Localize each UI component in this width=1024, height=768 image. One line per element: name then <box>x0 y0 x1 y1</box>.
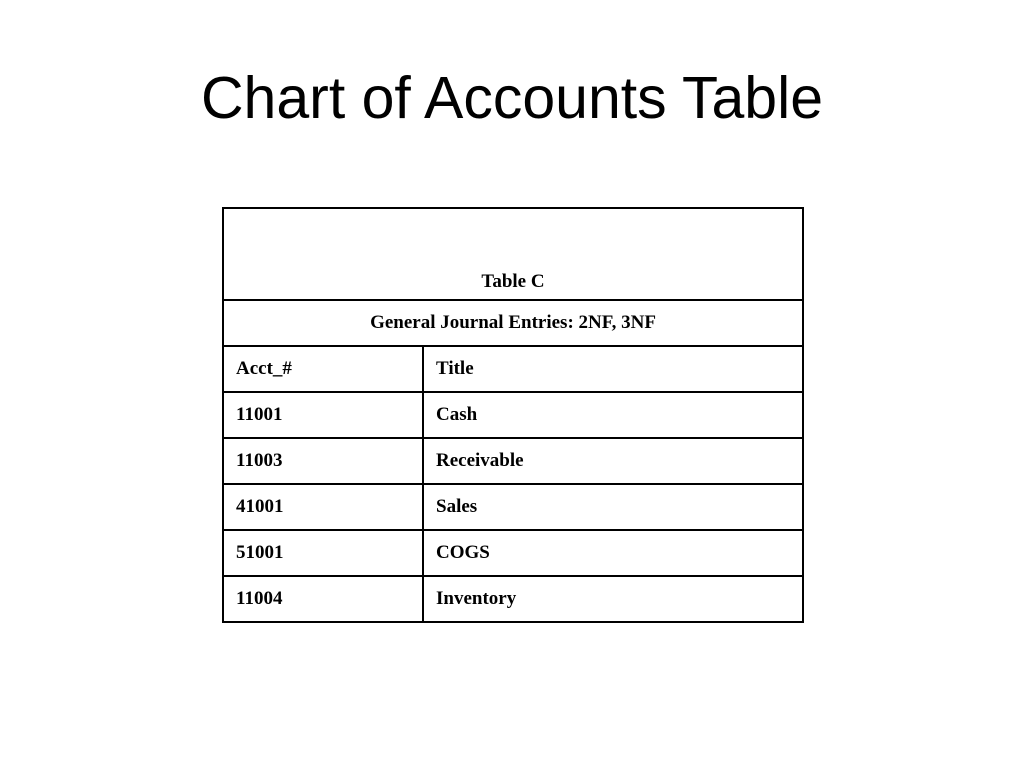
table-caption-row <box>223 208 803 300</box>
table-row <box>223 438 803 484</box>
chart-of-accounts-table <box>222 207 804 623</box>
table-subcaption-row <box>223 300 803 346</box>
account-title-cell: Inventory <box>423 576 803 622</box>
table-row <box>223 392 803 438</box>
acct-number-cell: 11004 <box>223 576 423 622</box>
table-row <box>223 576 803 622</box>
table-caption: Table C <box>223 208 803 300</box>
acct-number-cell: 41001 <box>223 484 423 530</box>
column-header-acct: Acct_# <box>223 346 423 392</box>
acct-number-cell: 11003 <box>223 438 423 484</box>
account-title-cell: Sales <box>423 484 803 530</box>
column-header-title: Title <box>423 346 803 392</box>
account-title-cell: Cash <box>423 392 803 438</box>
acct-number-cell: 11001 <box>223 392 423 438</box>
account-title-cell: Receivable <box>423 438 803 484</box>
table-header-row <box>223 346 803 392</box>
acct-number-cell: 51001 <box>223 530 423 576</box>
table-row <box>223 530 803 576</box>
account-title-cell: COGS <box>423 530 803 576</box>
table-row <box>223 484 803 530</box>
slide-title: Chart of Accounts Table <box>200 65 824 131</box>
table-subcaption: General Journal Entries: 2NF, 3NF <box>223 300 803 346</box>
